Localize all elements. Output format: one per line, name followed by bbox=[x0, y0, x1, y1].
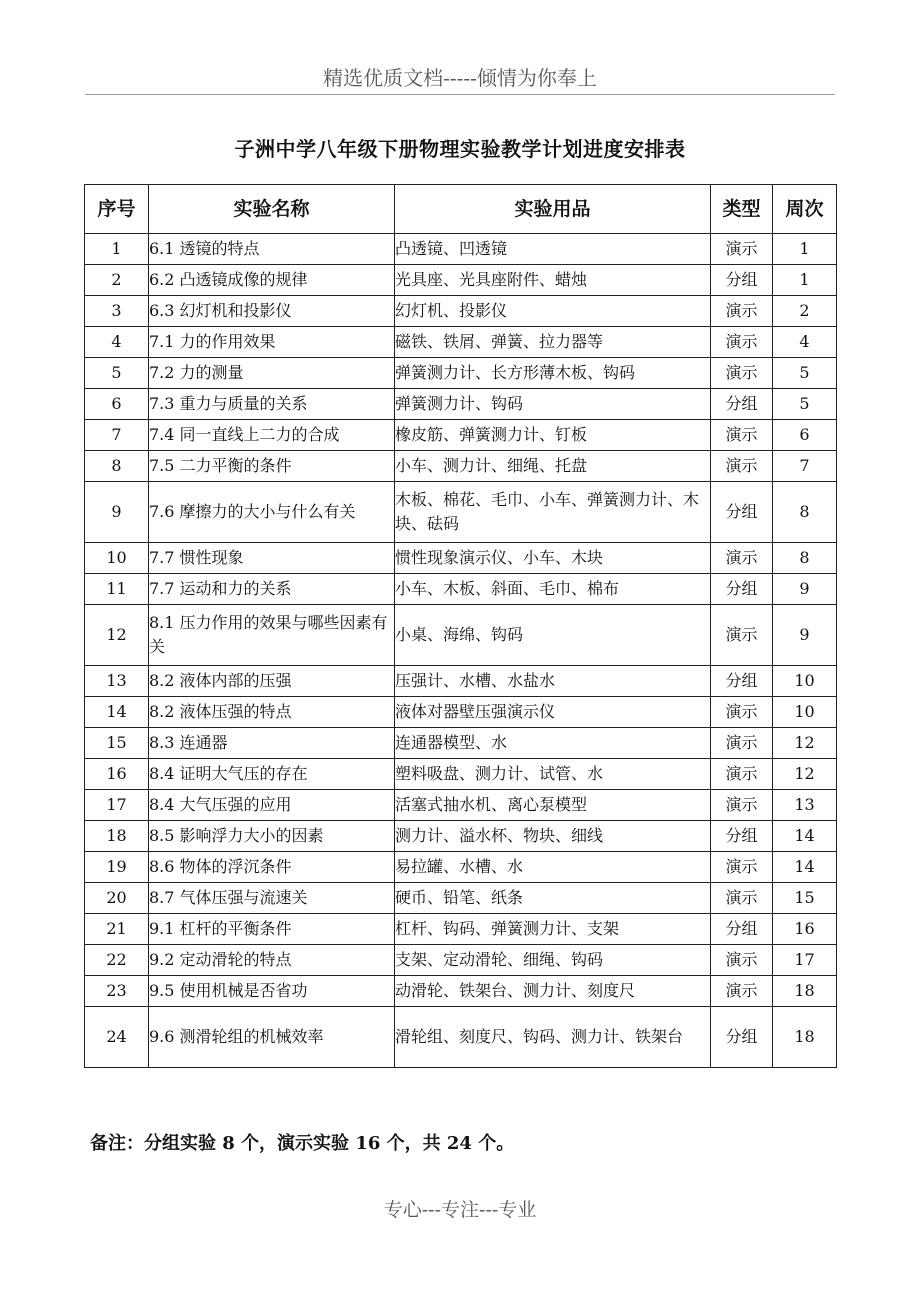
table-row bbox=[85, 945, 837, 976]
cell-experiment-items: 硬币、铅笔、纸条 bbox=[395, 883, 711, 914]
cell-type: 演示 bbox=[711, 420, 773, 451]
cell-experiment-items: 小车、测力计、细绳、托盘 bbox=[395, 451, 711, 482]
cell-type: 演示 bbox=[711, 358, 773, 389]
cell-no: 15 bbox=[85, 728, 149, 759]
table-row bbox=[85, 914, 837, 945]
cell-no: 5 bbox=[85, 358, 149, 389]
table-row bbox=[85, 543, 837, 574]
cell-experiment-items: 液体对器壁压强演示仪 bbox=[395, 697, 711, 728]
cell-experiment-name: 9.2 定动滑轮的特点 bbox=[149, 945, 395, 976]
table-row bbox=[85, 296, 837, 327]
cell-experiment-items: 弹簧测力计、钩码 bbox=[395, 389, 711, 420]
column-header-no: 序号 bbox=[85, 185, 149, 234]
cell-experiment-name: 9.1 杠杆的平衡条件 bbox=[149, 914, 395, 945]
cell-experiment-items: 易拉罐、水槽、水 bbox=[395, 852, 711, 883]
cell-experiment-items: 测力计、溢水杯、物块、细线 bbox=[395, 821, 711, 852]
cell-experiment-name: 9.6 测滑轮组的机械效率 bbox=[149, 1007, 395, 1068]
experiment-schedule-table bbox=[84, 184, 837, 1068]
cell-week: 18 bbox=[773, 1007, 837, 1068]
column-header-items: 实验用品 bbox=[395, 185, 711, 234]
cell-experiment-name: 6.2 凸透镜成像的规律 bbox=[149, 265, 395, 296]
table-row bbox=[85, 605, 837, 666]
cell-type: 演示 bbox=[711, 327, 773, 358]
cell-type: 演示 bbox=[711, 945, 773, 976]
table-row bbox=[85, 697, 837, 728]
cell-experiment-items: 弹簧测力计、长方形薄木板、钩码 bbox=[395, 358, 711, 389]
cell-experiment-name: 6.3 幻灯机和投影仪 bbox=[149, 296, 395, 327]
cell-experiment-name: 7.7 运动和力的关系 bbox=[149, 574, 395, 605]
cell-type: 分组 bbox=[711, 574, 773, 605]
page-header: 精选优质文档-----倾情为你奉上 bbox=[85, 62, 835, 95]
table-row bbox=[85, 420, 837, 451]
cell-week: 15 bbox=[773, 883, 837, 914]
cell-no: 16 bbox=[85, 759, 149, 790]
cell-type: 分组 bbox=[711, 265, 773, 296]
cell-no: 11 bbox=[85, 574, 149, 605]
cell-week: 5 bbox=[773, 358, 837, 389]
cell-no: 14 bbox=[85, 697, 149, 728]
cell-type: 分组 bbox=[711, 821, 773, 852]
cell-experiment-items: 橡皮筋、弹簧测力计、钉板 bbox=[395, 420, 711, 451]
cell-experiment-items: 塑料吸盘、测力计、试管、水 bbox=[395, 759, 711, 790]
table-row bbox=[85, 759, 837, 790]
cell-week: 12 bbox=[773, 759, 837, 790]
table-header-row bbox=[85, 185, 837, 234]
cell-week: 9 bbox=[773, 605, 837, 666]
table-row bbox=[85, 852, 837, 883]
table-row bbox=[85, 234, 837, 265]
cell-no: 23 bbox=[85, 976, 149, 1007]
cell-no: 12 bbox=[85, 605, 149, 666]
cell-type: 演示 bbox=[711, 759, 773, 790]
cell-no: 13 bbox=[85, 666, 149, 697]
cell-no: 3 bbox=[85, 296, 149, 327]
table-row bbox=[85, 883, 837, 914]
cell-type: 演示 bbox=[711, 451, 773, 482]
cell-no: 18 bbox=[85, 821, 149, 852]
cell-type: 演示 bbox=[711, 790, 773, 821]
table-row bbox=[85, 976, 837, 1007]
table-row bbox=[85, 451, 837, 482]
cell-no: 21 bbox=[85, 914, 149, 945]
cell-type: 演示 bbox=[711, 728, 773, 759]
document-title: 子洲中学八年级下册物理实验教学计划进度安排表 bbox=[234, 137, 686, 161]
cell-experiment-name: 7.1 力的作用效果 bbox=[149, 327, 395, 358]
cell-no: 8 bbox=[85, 451, 149, 482]
cell-no: 17 bbox=[85, 790, 149, 821]
cell-no: 6 bbox=[85, 389, 149, 420]
table-row bbox=[85, 358, 837, 389]
cell-week: 7 bbox=[773, 451, 837, 482]
cell-experiment-items: 光具座、光具座附件、蜡烛 bbox=[395, 265, 711, 296]
cell-type: 演示 bbox=[711, 883, 773, 914]
table-row bbox=[85, 265, 837, 296]
cell-experiment-name: 7.2 力的测量 bbox=[149, 358, 395, 389]
cell-type: 演示 bbox=[711, 697, 773, 728]
remark-note: 备注：分组实验 8 个，演示实验 16 个，共 24 个。 bbox=[90, 1133, 515, 1154]
table-row bbox=[85, 574, 837, 605]
cell-week: 13 bbox=[773, 790, 837, 821]
cell-experiment-items: 小车、木板、斜面、毛巾、棉布 bbox=[395, 574, 711, 605]
cell-no: 9 bbox=[85, 482, 149, 543]
cell-week: 8 bbox=[773, 482, 837, 543]
cell-experiment-name: 8.2 液体内部的压强 bbox=[149, 666, 395, 697]
cell-experiment-items: 动滑轮、铁架台、测力计、刻度尺 bbox=[395, 976, 711, 1007]
cell-type: 演示 bbox=[711, 543, 773, 574]
cell-experiment-name: 8.2 液体压强的特点 bbox=[149, 697, 395, 728]
cell-experiment-items: 幻灯机、投影仪 bbox=[395, 296, 711, 327]
cell-experiment-items: 小桌、海绵、钩码 bbox=[395, 605, 711, 666]
cell-experiment-name: 7.4 同一直线上二力的合成 bbox=[149, 420, 395, 451]
table-row bbox=[85, 790, 837, 821]
table-body bbox=[85, 234, 837, 1068]
cell-experiment-name: 8.5 影响浮力大小的因素 bbox=[149, 821, 395, 852]
cell-week: 4 bbox=[773, 327, 837, 358]
cell-type: 分组 bbox=[711, 914, 773, 945]
cell-week: 1 bbox=[773, 265, 837, 296]
cell-no: 1 bbox=[85, 234, 149, 265]
cell-experiment-name: 6.1 透镜的特点 bbox=[149, 234, 395, 265]
cell-type: 演示 bbox=[711, 296, 773, 327]
column-header-week: 周次 bbox=[773, 185, 837, 234]
table-row bbox=[85, 327, 837, 358]
cell-experiment-name: 7.3 重力与质量的关系 bbox=[149, 389, 395, 420]
column-header-name: 实验名称 bbox=[149, 185, 395, 234]
cell-no: 2 bbox=[85, 265, 149, 296]
cell-week: 12 bbox=[773, 728, 837, 759]
cell-experiment-items: 滑轮组、刻度尺、钩码、测力计、铁架台 bbox=[395, 1007, 711, 1068]
cell-experiment-items: 木板、棉花、毛巾、小车、弹簧测力计、木块、砝码 bbox=[395, 482, 711, 543]
cell-type: 演示 bbox=[711, 976, 773, 1007]
cell-experiment-name: 8.3 连通器 bbox=[149, 728, 395, 759]
cell-experiment-name: 8.6 物体的浮沉条件 bbox=[149, 852, 395, 883]
cell-type: 演示 bbox=[711, 852, 773, 883]
cell-experiment-items: 磁铁、铁屑、弹簧、拉力器等 bbox=[395, 327, 711, 358]
cell-type: 分组 bbox=[711, 1007, 773, 1068]
cell-experiment-items: 活塞式抽水机、离心泵模型 bbox=[395, 790, 711, 821]
cell-week: 1 bbox=[773, 234, 837, 265]
cell-week: 16 bbox=[773, 914, 837, 945]
cell-week: 17 bbox=[773, 945, 837, 976]
cell-experiment-name: 8.4 证明大气压的存在 bbox=[149, 759, 395, 790]
table-row bbox=[85, 821, 837, 852]
cell-no: 7 bbox=[85, 420, 149, 451]
cell-experiment-items: 连通器模型、水 bbox=[395, 728, 711, 759]
cell-type: 演示 bbox=[711, 234, 773, 265]
cell-experiment-items: 凸透镜、凹透镜 bbox=[395, 234, 711, 265]
cell-experiment-name: 7.7 惯性现象 bbox=[149, 543, 395, 574]
cell-experiment-name: 9.5 使用机械是否省功 bbox=[149, 976, 395, 1007]
cell-experiment-items: 压强计、水槽、水盐水 bbox=[395, 666, 711, 697]
cell-no: 24 bbox=[85, 1007, 149, 1068]
cell-week: 9 bbox=[773, 574, 837, 605]
cell-week: 6 bbox=[773, 420, 837, 451]
cell-week: 10 bbox=[773, 666, 837, 697]
cell-no: 22 bbox=[85, 945, 149, 976]
cell-no: 19 bbox=[85, 852, 149, 883]
table-row bbox=[85, 1007, 837, 1068]
table-row bbox=[85, 666, 837, 697]
cell-type: 分组 bbox=[711, 389, 773, 420]
cell-no: 4 bbox=[85, 327, 149, 358]
cell-experiment-items: 惯性现象演示仪、小车、木块 bbox=[395, 543, 711, 574]
cell-experiment-name: 7.6 摩擦力的大小与什么有关 bbox=[149, 482, 395, 543]
column-header-type: 类型 bbox=[711, 185, 773, 234]
cell-type: 分组 bbox=[711, 666, 773, 697]
cell-no: 20 bbox=[85, 883, 149, 914]
cell-experiment-items: 支架、定动滑轮、细绳、钩码 bbox=[395, 945, 711, 976]
cell-experiment-name: 8.7 气体压强与流速关 bbox=[149, 883, 395, 914]
cell-type: 演示 bbox=[711, 605, 773, 666]
cell-no: 10 bbox=[85, 543, 149, 574]
cell-week: 8 bbox=[773, 543, 837, 574]
cell-week: 10 bbox=[773, 697, 837, 728]
cell-week: 14 bbox=[773, 821, 837, 852]
cell-week: 18 bbox=[773, 976, 837, 1007]
cell-type: 分组 bbox=[711, 482, 773, 543]
cell-experiment-name: 7.5 二力平衡的条件 bbox=[149, 451, 395, 482]
table-row bbox=[85, 482, 837, 543]
cell-experiment-name: 8.1 压力作用的效果与哪些因素有关 bbox=[149, 605, 395, 666]
table-row bbox=[85, 389, 837, 420]
table-row bbox=[85, 728, 837, 759]
cell-week: 5 bbox=[773, 389, 837, 420]
cell-week: 2 bbox=[773, 296, 837, 327]
cell-experiment-name: 8.4 大气压强的应用 bbox=[149, 790, 395, 821]
page-footer: 专心---专注---专业 bbox=[383, 1199, 537, 1221]
cell-week: 14 bbox=[773, 852, 837, 883]
cell-experiment-items: 杠杆、钩码、弹簧测力计、支架 bbox=[395, 914, 711, 945]
